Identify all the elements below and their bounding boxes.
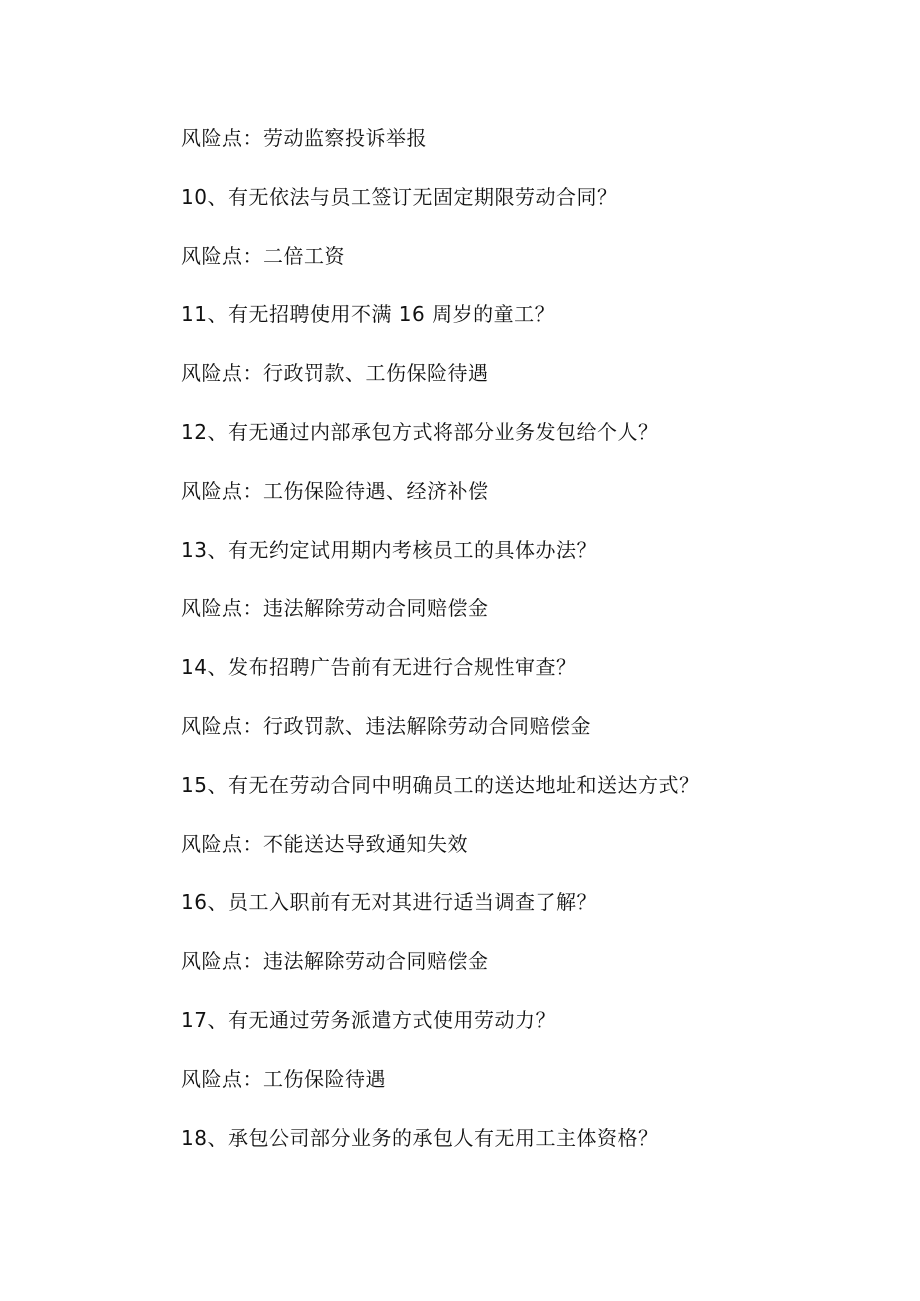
question-line: 12、有无通过内部承包方式将部分业务发包给个人？: [181, 419, 659, 444]
question-line: 18、承包公司部分业务的承包人有无用工主体资格？: [181, 1125, 659, 1150]
question-line: 11、有无招聘使用不满 16 周岁的童工？: [181, 302, 556, 327]
risk-point-line: 风险点：行政罚款、工伤保险待遇: [181, 361, 489, 386]
question-line: 17、有无通过劳务派遣方式使用劳动力？: [181, 1007, 556, 1032]
question-line: 14、发布招聘广告前有无进行合规性审查？: [181, 655, 577, 680]
risk-point-line: 风险点：违法解除劳动合同赔偿金: [181, 949, 489, 974]
question-line: 15、有无在劳动合同中明确员工的送达地址和送达方式？: [181, 772, 700, 797]
document-body: [181, 119, 861, 1177]
risk-point-line: 风险点：工伤保险待遇、经济补偿: [181, 478, 489, 503]
risk-point-line: 风险点：行政罚款、违法解除劳动合同赔偿金: [181, 713, 591, 738]
risk-point-line: 风险点：违法解除劳动合同赔偿金: [181, 596, 489, 621]
question-line: 13、有无约定试用期内考核员工的具体办法？: [181, 537, 597, 562]
risk-point-line: 风险点：工伤保险待遇: [181, 1066, 386, 1091]
risk-point-line: 风险点：不能送达导致通知失效: [181, 831, 468, 856]
risk-point-line: 风险点：劳动监察投诉举报: [181, 126, 427, 150]
question-line: 16、员工入职前有无对其进行适当调查了解？: [181, 890, 597, 915]
question-line: 10、有无依法与员工签订无固定期限劳动合同？: [181, 184, 618, 209]
risk-point-line: 风险点：二倍工资: [181, 243, 345, 268]
